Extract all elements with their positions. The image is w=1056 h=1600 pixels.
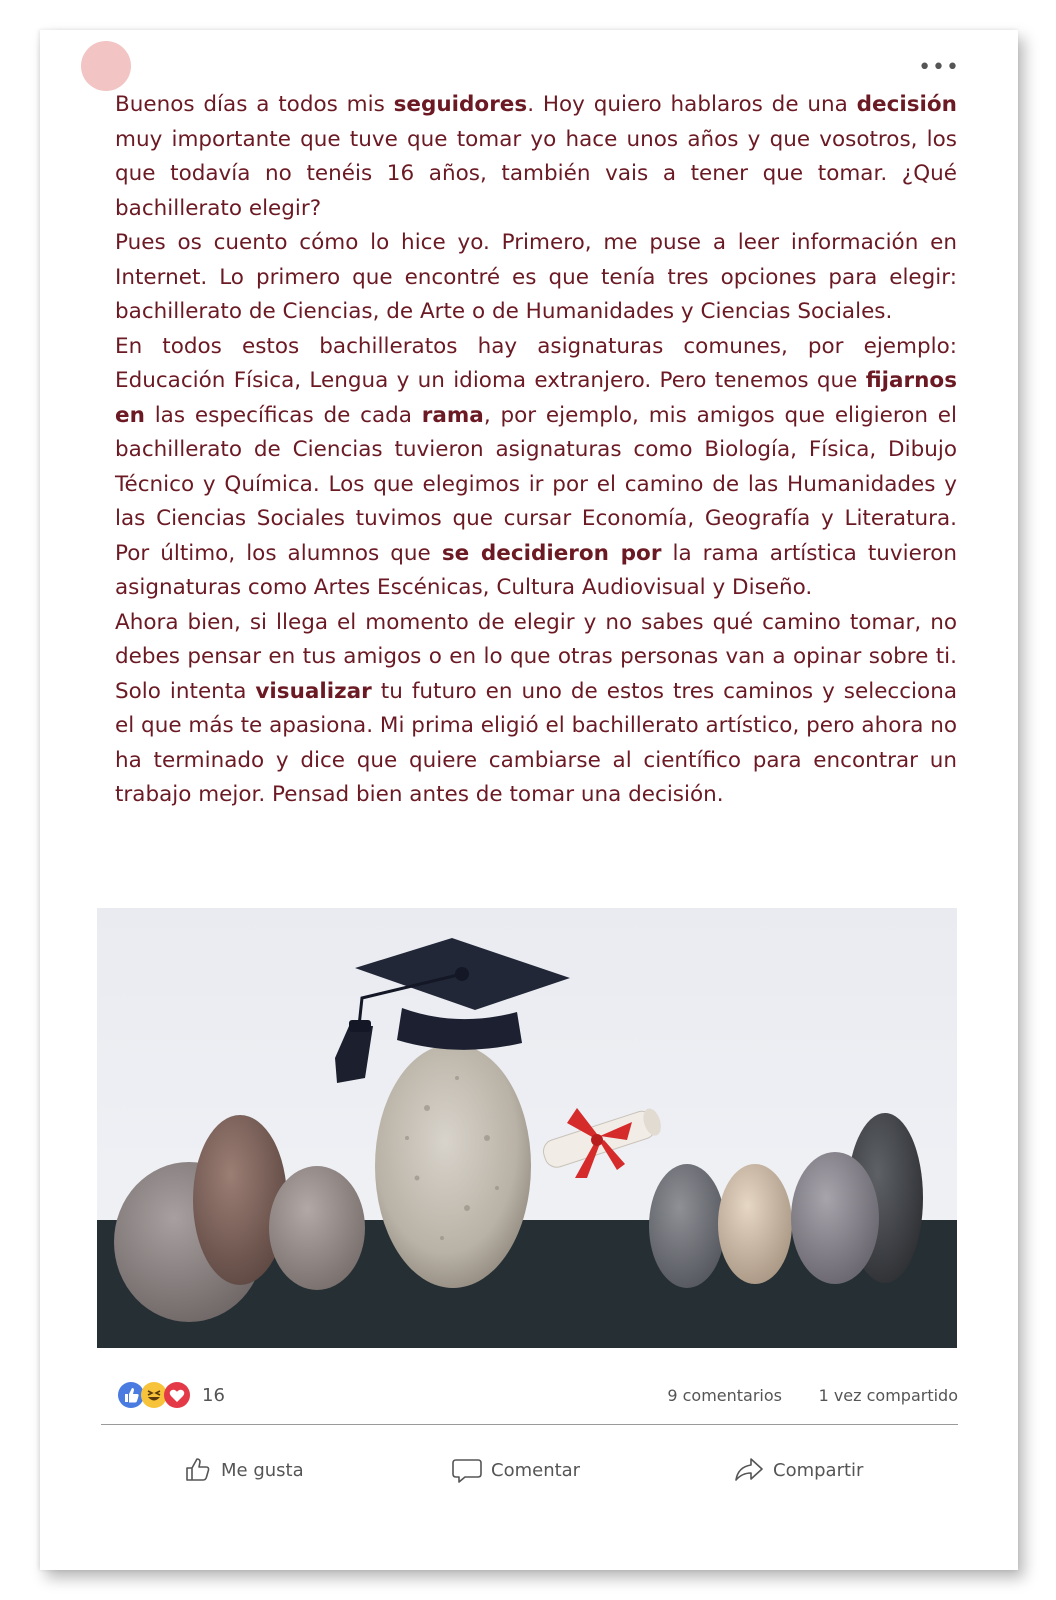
love-icon [164,1382,190,1408]
text-run: la rama artística tuvieron asignaturas como Artes Escénicas, Cultura Audiovisual y Diseño. [115,540,957,600]
highlighted-word: rama [421,402,484,428]
thumbs-up-icon [183,1455,213,1485]
post-card [40,30,1018,1570]
text-run: Pues os cuento cómo lo hice yo. Primero, me puse a leer información en Internet. Lo primero que encontré es que tenía tres opciones para elegir: bachillerato de Ciencias, de Arte o de Humanidades y Ciencias Sociales. [115,230,957,324]
shares-count-link[interactable]: 1 vez compartido [818,1386,958,1405]
text-run: . Hoy quiero hablaros de una [527,92,857,117]
like-button-label: Me gusta [221,1459,304,1481]
share-button-label: Compartir [773,1459,864,1481]
post-photo[interactable] [97,908,957,1348]
text-run: Ahora bien, si llega el momento de elegir y no sabes qué camino tomar, no debes pensar en tus amigos o en lo que otras personas van a opinar sobre ti. Solo intenta [115,609,957,704]
like-button[interactable] [183,1450,304,1490]
highlighted-word: visualizar [255,678,372,704]
comment-button-label: Comentar [491,1459,581,1481]
highlighted-word: fijarnos en [115,368,957,428]
graduation-stones-image [97,908,957,1348]
text-run: En todos estos bachilleratos hay asignaturas comunes, por ejemplo: Educación Física, Lengua y un idioma extranjero. Pero tenemos que [115,333,957,393]
highlighted-word: decisión [856,92,957,117]
highlighted-word: se decidieron por [441,540,662,566]
text-run: muy importante que tuve que tomar yo hace unos años y que vosotros, los que todavía no tenéis 16 años, también vais a tener que tomar. ¿Qué bachillerato elegir? [115,126,957,221]
share-arrow-icon [733,1455,765,1485]
more-options-icon[interactable]: ••• [918,55,960,80]
post-paragraph [115,606,957,813]
post-paragraph [115,88,957,226]
comment-button[interactable] [451,1450,580,1490]
post-paragraph [115,226,957,330]
highlighted-word: seguidores [393,92,528,117]
comments-count-link[interactable]: 9 comentarios [667,1386,782,1405]
share-button[interactable] [733,1450,863,1490]
divider [101,1424,958,1425]
text-run: tu futuro en uno de estos tres caminos y selecciona el que más te apasiona. Mi prima eligió el bachillerato artístico, pero ahora no ha terminado y dice que quiere cambiarse al científico para encontrar un trabajo mejor. Pensad bien antes de tomar una decisión. [115,678,957,807]
text-run: , por ejemplo, mis amigos que eligieron el bachillerato de Ciencias tuvieron asignaturas como Biología, Física, Dibujo Técnico y Química. Los que elegimos ir por el camino de las Humanidades y las Ciencias Sociales tuvimos que cursar Economía, Geografía y Literatura. Por último, los alumnos que [115,402,957,566]
post-stats [118,1378,958,1414]
text-run: Buenos días a todos mis [115,92,394,117]
post-text [115,88,957,813]
speech-bubble-icon [451,1455,483,1485]
reaction-count: 16 [202,1385,225,1406]
post-paragraph [115,330,957,606]
action-bar [101,1440,958,1500]
avatar[interactable] [81,41,131,91]
text-run: las específicas de cada [144,402,422,428]
